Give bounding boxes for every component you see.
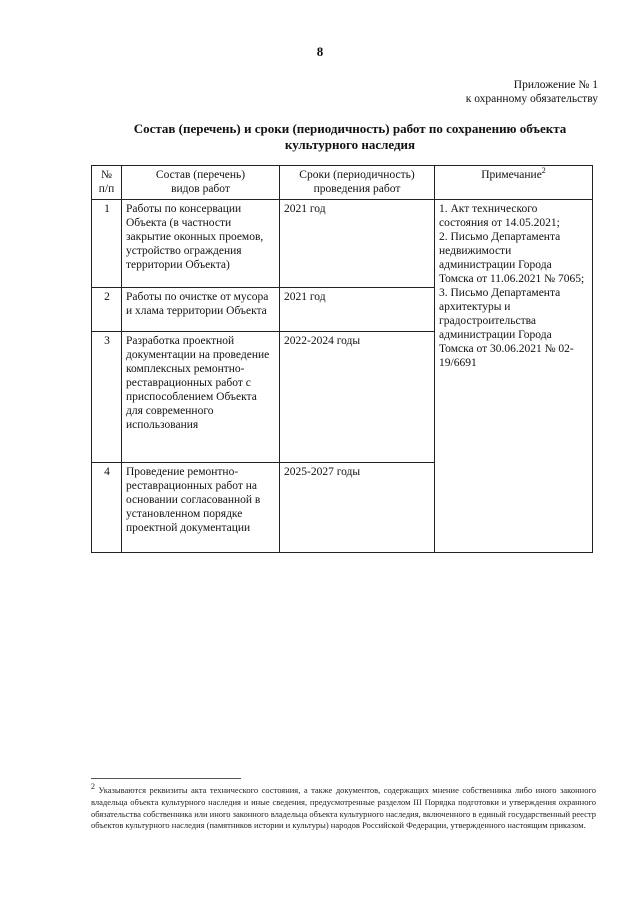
table-row [92,200,593,288]
header-terms [280,166,435,200]
footnote-separator [91,778,241,779]
row-number: 4 [92,463,122,553]
works-table [91,165,593,553]
row-number: 2 [92,288,122,332]
row-works: Разработка проектной документации на проведение комплексных ремонтно-реставрационных работ с приспособлением Объекта для современного использования [122,332,280,463]
header-works-line-1: Состав (перечень) [155,169,246,181]
header-works-line-2: видов работ [171,183,230,195]
header-works [122,166,280,200]
appendix-header [466,78,598,106]
note-item: 2. Письмо Департамента недвижимости администрации Города Томска от 11.06.2021 № 7065; [439,231,585,285]
row-works: Работы по очистке от мусора и хлама территории Объекта [122,288,280,332]
footnote-mark: 2 [91,782,95,792]
title-line-2: культурного наследия [284,137,416,152]
note-item: 3. Письмо Департамента архитектуры и градостроительства администрации Города Томска от 30.06.2021 № 02-19/6691 [439,287,574,369]
footnote [91,782,596,832]
header-number [92,166,122,200]
appendix-line-2: к охранному обязательству [465,93,598,105]
row-works: Проведение ремонтно-реставрационных работ на основании согласованной в установленном порядке проектной документации [122,463,280,553]
row-number: 3 [92,332,122,463]
header-number-line-2: п/п [98,183,115,195]
header-number-line-1: № [101,169,112,181]
note-item: 1. Акт технического состояния от 14.05.2021; [439,203,560,229]
row-term: 2021 год [280,200,435,288]
row-term: 2022-2024 годы [280,332,435,463]
title-line-1: Состав (перечень) и сроки (периодичность) работ по сохранению объекта [133,121,567,136]
page-number: 8 [316,44,324,59]
document-title [80,121,620,153]
footnote-text: Указываются реквизиты акта технического состояния, а также документов, содержащих мнение собственника либо иного законного владельца объекта культурного наследия и иные сведения, предусмотренные разделом III Порядка подготовки и утверждения охранного обязательства собственника или иного законного владельца объекта культурного наследия, включенного в единый государственный реестр объектов культурного наследия (памятников истории и культуры) народов Российской Федерации, утвержденного настоящим приказом. [91,785,596,831]
header-note [435,166,593,200]
appendix-line-1: Приложение № 1 [513,79,598,91]
note-cell [435,200,593,553]
row-term: 2025-2027 годы [280,463,435,553]
row-term: 2021 год [280,288,435,332]
header-terms-line-1: Сроки (периодичность) [299,169,415,181]
header-note-label: Примечание [481,169,542,181]
footnote-reference: 2 [541,166,546,176]
header-terms-line-2: проведения работ [313,183,401,195]
table-header-row [92,166,593,200]
row-works: Работы по консервации Объекта (в частности закрытие оконных проемов, устройство ограждения территории Объекта) [122,200,280,288]
row-number: 1 [92,200,122,288]
